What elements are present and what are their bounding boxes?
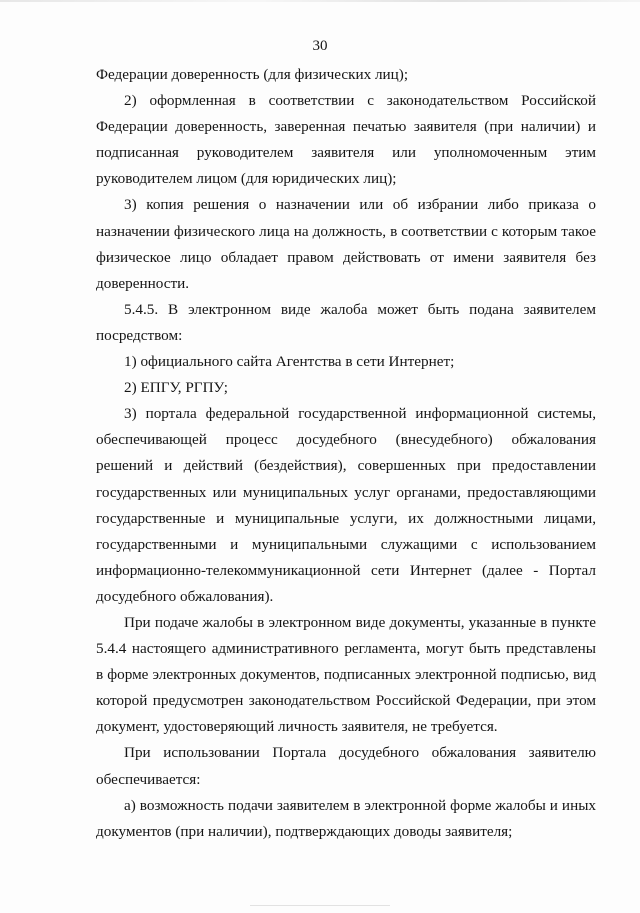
list-item-3: 3) портала федеральной государственной информационной системы, обеспечивающей процесс досудебного (внесудебного) обжалования решений и действий (бездействия), совершенных при предоставлении государственных или муниципальных услуг органами, предоставляющими государственные и муниципальные услуги, их должностными лицами, государственными и муниципальными служащими с использованием информационно-телекоммуникационной сети Интернет (далее - Портал досудебного обжалования). bbox=[96, 405, 596, 605]
list-item-1: 1) официального сайта Агентства в сети Интернет; bbox=[124, 353, 455, 371]
paragraph-portal-usage: При использовании Портала досудебного обжалования заявителю обеспечивается: bbox=[96, 744, 596, 788]
paragraph-item-2: 2) оформленная в соответствии с законодательством Российской Федерации доверенность, заверенная печатью заявителя (при наличии) и подписанная руководителем заявителя или уполномоченным этим руководителем лицом (для юридических лиц); bbox=[96, 92, 596, 188]
document-body bbox=[96, 62, 596, 845]
scan-edge-top bbox=[0, 0, 640, 2]
paragraph-5-4-5: 5.4.5. В электронном виде жалоба может быть подана заявителем посредством: bbox=[96, 300, 596, 344]
paragraph-electronic-submission: При подаче жалобы в электронном виде документы, указанные в пункте 5.4.4 настоящего административного регламента, могут быть представлены в форме электронных документов, подписанных электронной подписью, вид которой предусмотрен законодательством Российской Федерации, при этом документ, удостоверяющий личность заявителя, не требуется. bbox=[96, 613, 596, 736]
scan-edge-bottom bbox=[250, 905, 390, 906]
list-item-2: 2) ЕПГУ, РГПУ; bbox=[124, 379, 228, 397]
paragraph-continuation: Федерации доверенность (для физических лиц); bbox=[96, 66, 409, 83]
page-number: 30 bbox=[312, 38, 328, 54]
list-item-a: а) возможность подачи заявителем в электронной форме жалобы и иных документов (при наличии), подтверждающих доводы заявителя; bbox=[96, 796, 596, 840]
paragraph-item-3: 3) копия решения о назначении или об избрании либо приказа о назначении физического лица на должность, в соответствии с которым такое физическое лицо обладает правом действовать от имени заявителя без доверенности. bbox=[96, 196, 596, 292]
